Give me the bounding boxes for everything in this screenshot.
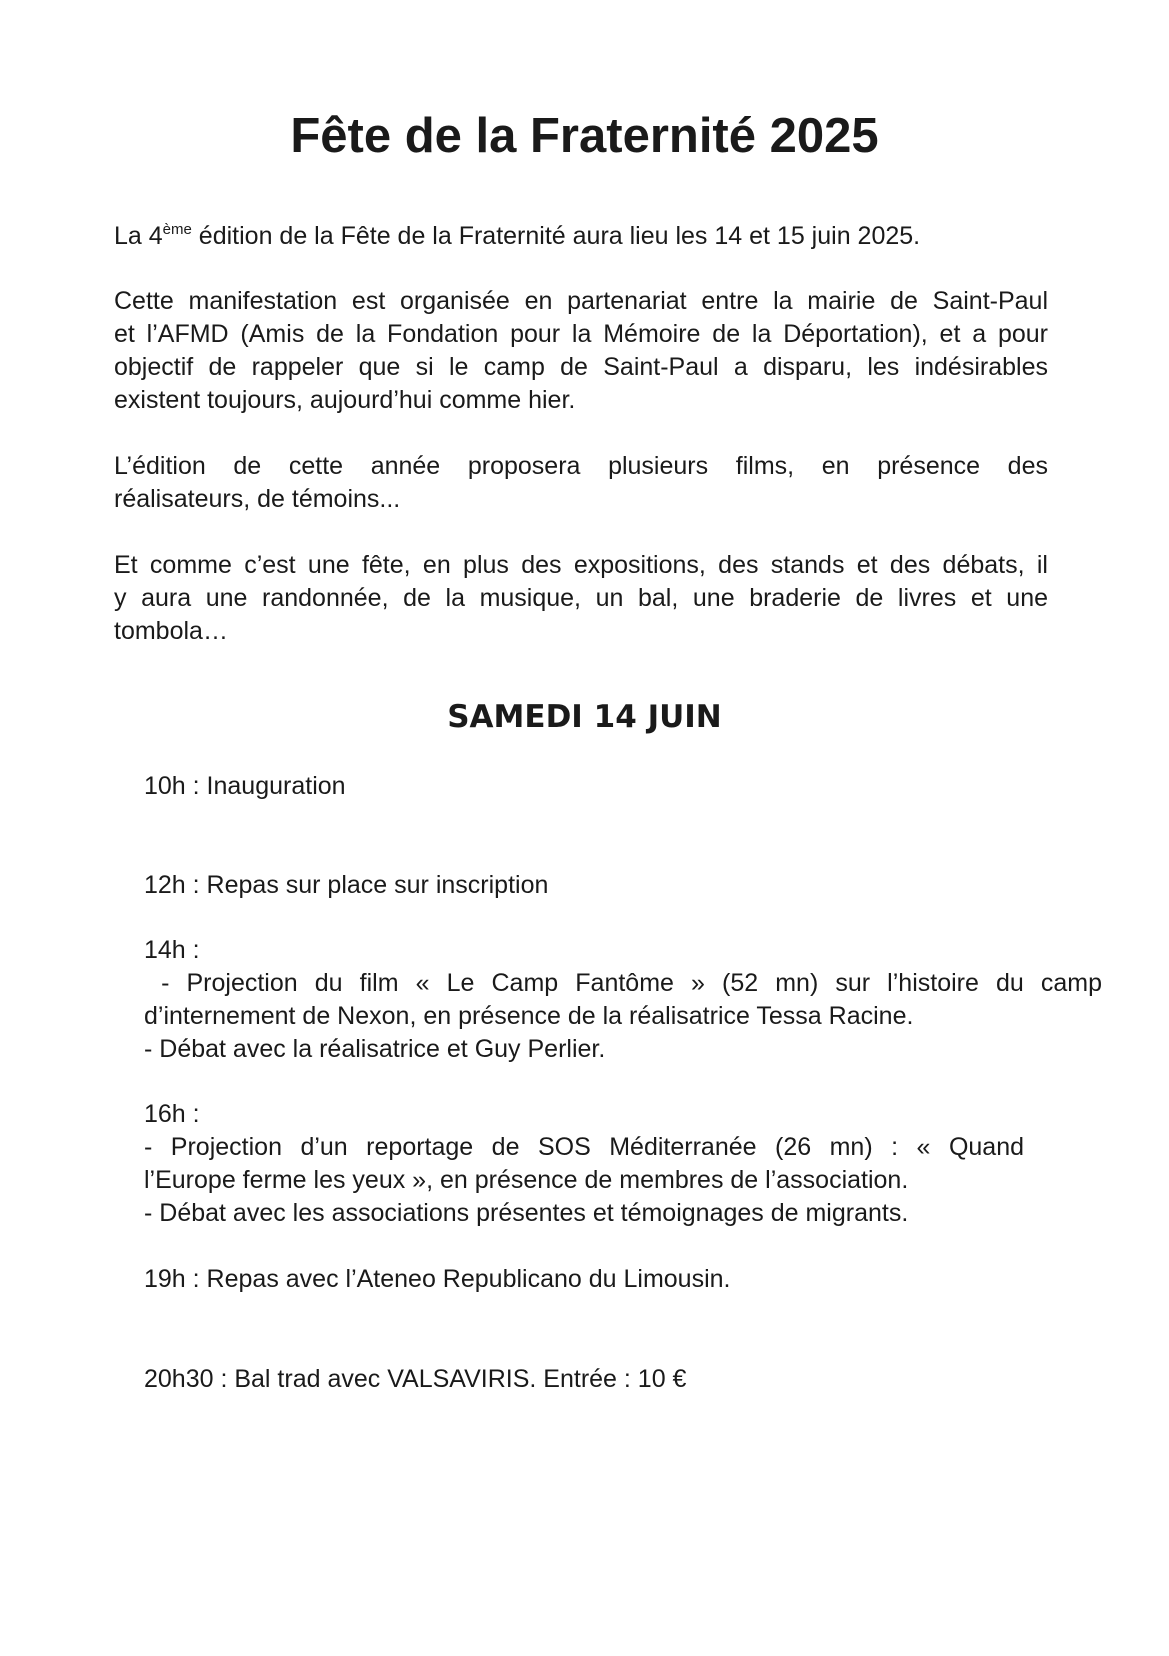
intro-p1-start: La 4	[114, 222, 163, 250]
schedule-item-16h	[144, 1098, 1024, 1230]
intro-p3-line: L’édition de cette année proposera plusieurs films, en présence des	[114, 452, 1048, 480]
schedule-14h-title: 14h :	[144, 936, 200, 964]
intro-p4-line: tombola…	[114, 617, 228, 645]
schedule-item-19h: 19h : Repas avec l’Ateneo Republicano du Limousin.	[144, 1265, 731, 1293]
intro-p2-line: et l’AFMD (Amis de la Fondation pour la Mémoire de la Déportation), et a pour	[114, 320, 1048, 348]
intro-p3-line: réalisateurs, de témoins...	[114, 485, 401, 513]
intro-p2-line: existent toujours, aujourd’hui comme hier.	[114, 386, 576, 414]
schedule-16h-line: - Projection d’un reportage de SOS Méditerranée (26 mn) : « Quand	[144, 1133, 1024, 1161]
schedule-item-14h	[144, 934, 1102, 1066]
schedule-16h-line: - Débat avec les associations présentes et témoignages de migrants.	[144, 1199, 909, 1227]
day-heading: SAMEDI 14 JUIN	[447, 699, 722, 735]
schedule-item-20h30: 20h30 : Bal trad avec VALSAVIRIS. Entrée : 10 €	[144, 1365, 687, 1393]
intro-p4-line: Et comme c’est une fête, en plus des expositions, des stands et des débats, il	[114, 551, 1048, 579]
intro-paragraph-1	[114, 220, 1048, 253]
intro-p2-line: Cette manifestation est organisée en partenariat entre la mairie de Saint-Paul	[114, 287, 1048, 315]
page-title: Fête de la Fraternité 2025	[290, 109, 879, 163]
intro-p2-line: objectif de rappeler que si le camp de Saint-Paul a disparu, les indésirables	[114, 353, 1048, 381]
intro-paragraph-3	[114, 450, 1048, 516]
intro-p1-superscript: ème	[162, 221, 192, 238]
intro-p1-end: édition de la Fête de la Fraternité aura lieu les 14 et 15 juin 2025.	[191, 222, 921, 250]
schedule-item-12h: 12h : Repas sur place sur inscription	[144, 871, 549, 899]
intro-paragraph-2	[114, 285, 1048, 417]
schedule-14h-line: - Débat avec la réalisatrice et Guy Perlier.	[144, 1035, 606, 1063]
schedule-14h-line: d’internement de Nexon, en présence de la réalisatrice Tessa Racine.	[144, 1002, 914, 1030]
schedule-16h-title: 16h :	[144, 1100, 200, 1128]
schedule-item-10h: 10h : Inauguration	[144, 772, 346, 800]
schedule-16h-line: l’Europe ferme les yeux », en présence de membres de l’association.	[144, 1166, 909, 1194]
schedule-14h-line: - Projection du film « Le Camp Fantôme » (52 mn) sur l’histoire du camp	[144, 969, 1102, 997]
intro-p4-line: y aura une randonnée, de la musique, un bal, une braderie de livres et une	[114, 584, 1048, 612]
intro-paragraph-4	[114, 549, 1048, 648]
